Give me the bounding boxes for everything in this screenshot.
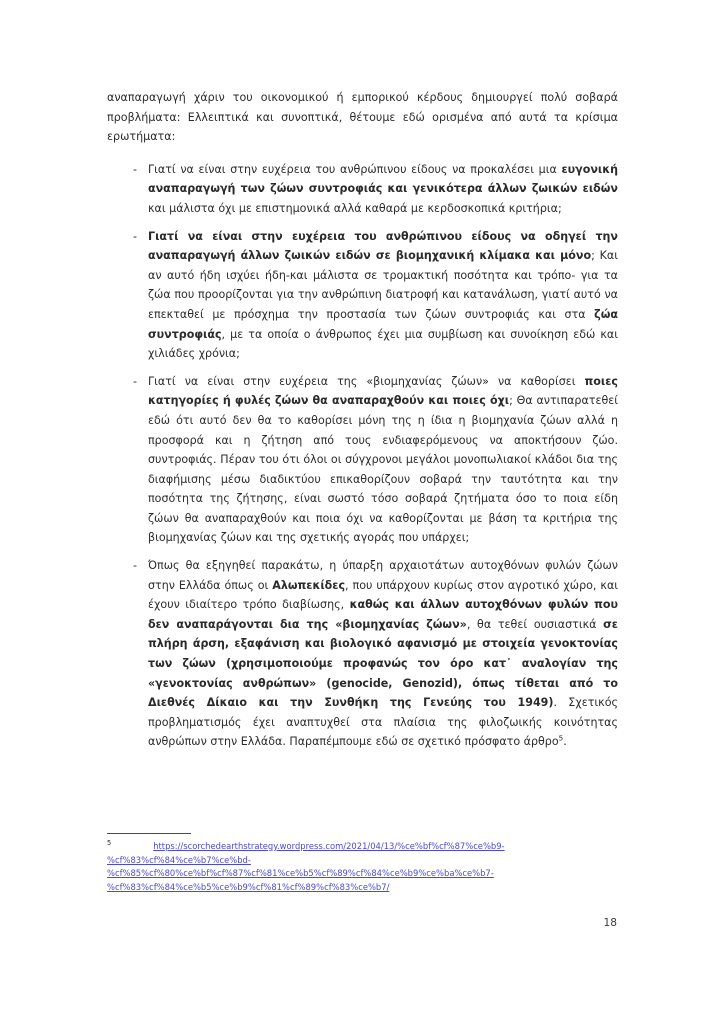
page-number: 18 — [603, 917, 617, 929]
bullet-item-4 — [107, 556, 618, 752]
footnote-area — [107, 833, 618, 894]
footnote-separator — [107, 833, 191, 834]
intro-paragraph: αναπαραγωγή χάριν του οικονομικού ή εμπορικού κέρδους δημιουργεί πολύ σοβαρά προβλήματα: Ελλειπτικά και συνοπτικά, θέτουμε εδώ ορισμένα από αυτά τα κρίσιμα ερωτήματα: — [107, 91, 618, 144]
bullet-text-2: Γιατί να είναι στην ευχέρεια του ανθρώπινου είδους να οδηγεί την αναπαραγωγή άλλων ζωικών ειδών σε βιομηχανική κλίμακα και μόνο; Και αν αυτό ήδη ισχύει ήδη-και μάλιστα σε τρομακτική ποσότητα και τρόπο- για τα ζώα που προορίζονται για την ανθρώπινη διατροφή και κατανάλωση, γιατί αυτό να επεκταθεί με πρόσχημα την προστασία των ζώων συντροφιάς και στα ζώα συντροφιάς, με τα οποία ο άνθρωπος έχει μια συμβίωση και συνοίκηση εδώ και χιλιάδες χρόνια; — [148, 229, 618, 361]
bullet-text-4: Όπως θα εξηγηθεί παρακάτω, η ύπαρξη αρχαιοτάτων αυτοχθόνων φυλών ζώων στην Ελλάδα όπως οι Αλωπεκίδες, που υπάρχουν κυρίως στον αγροτικό χώρο, και έχουν ιδιαίτερο τρόπο διαβίωσης, καθώς και άλλων αυτοχθόνων φυλών που δεν αναπαράγονται δια της «βιομηχανίας ζώων», θα τεθεί ουσιαστικά σε πλήρη άρση, εξαφάνιση και βιολογικό αφανισμό με στοιχεία γενοκτονίας των ζώων (χρησιμοποιούμε προφανώς τον όρο κατ᾽ αναλογίαν της «γενοκτονίας ανθρώπων» (genocide, Genozid), όπως τίθεται από το Διεθνές Δίκαιο και την Συνθήκη της Γενεύης του 1949). Σχετικός προβληματισμός έχει αναπτυχθεί στα πλαίσια της φιλοζωικής κοινότητας ανθρώπων στην Ελλάδα. Παραπέμπουμε εδώ σε σχετικό πρόσφατο άρθρο$^5$. — [148, 559, 619, 749]
footnote-url-line[interactable]: %cf%83%cf%84%ce%b5%ce%b9%cf%81%cf%89%cf%83%ce%b7/ — [107, 881, 390, 892]
footnote-entry — [107, 840, 618, 894]
bullet-marker: - — [133, 374, 138, 388]
bullet-marker: - — [133, 229, 138, 243]
footnote-marker: 5 — [107, 839, 112, 848]
bullet-text-1: Γιατί να είναι στην ευχέρεια του ανθρώπινου είδους να προκαλέσει μια ευγονική αναπαραγωγή των ζώων συντροφιάς και γενικότερα άλλων ζωικών ειδών και μάλιστα όχι με επιστημονικά αλλά καθαρά με κερδοσκοπικά κριτήρια; — [148, 162, 618, 215]
bullet-item-1 — [107, 160, 618, 219]
bullet-text-3: Γιατί να είναι στην ευχέρεια της «βιομηχανίας ζώων» να καθορίσει ποιες κατηγορίες ή φυλές ζώων θα αναπαραχθούν και ποιες όχι; Θα αντιπαρατεθεί εδώ ότι αυτό δεν θα το καθορίσει μόνη της η ίδια η βιομηχανία ζώων αλλά η προσφορά και η ζήτηση από τους ενδιαφερόμενους να αποκτήσουν ζώο. συντροφιάς. Πέραν του ότι όλοι οι σύγχρονοι μεγάλοι μονοπωλιακοί κλάδοι δια της διαφήμισης μέσω διαδικτύου επικαθορίζουν σοβαρά την ταυτότητα και την ποσότητα της ζήτησης, είναι σωστό τόσο σοβαρά ζητήματα όσο το ποια είδη ζώων θα αναπαραχθούν και ποια όχι να καθορίζονται με βάση τα κριτήρια της βιομηχανίας ζώων και της σχετικής αγοράς που υπάρχει; — [148, 374, 618, 545]
footnote-url-line[interactable]: %cf%85%cf%80%ce%bf%cf%87%cf%81%ce%b5%cf%89%cf%84%ce%b9%ce%ba%ce%b7- — [107, 868, 494, 879]
bullet-item-3 — [107, 372, 618, 548]
footnote-url-line[interactable]: %cf%83%cf%84%ce%b7%ce%bd- — [107, 854, 251, 865]
footnote-url-line[interactable]: https://scorchedearthstrategy.wordpress.com/2021/04/13/%ce%bf%cf%87%ce%b9- — [153, 841, 505, 851]
bullet-item-2 — [107, 227, 618, 364]
bullet-marker: - — [133, 559, 138, 573]
footnote-link[interactable] — [107, 841, 505, 892]
page-body — [107, 88, 618, 752]
question-bullet-list — [107, 160, 618, 752]
bullet-marker: - — [133, 162, 138, 176]
